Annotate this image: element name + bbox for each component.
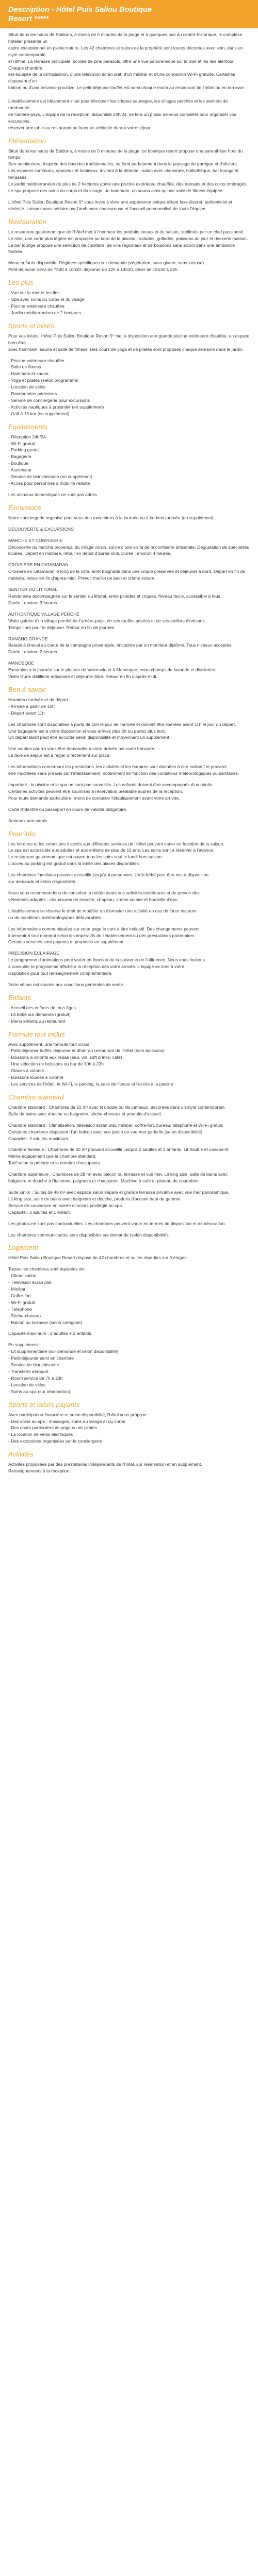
intro-block	[8, 31, 250, 131]
page-header	[0, 0, 258, 28]
text-line: Certaines chambres disposent d'un balcon avec vue jardin ou vue mer partielle (selon disponibilité).	[8, 1129, 204, 1134]
presentation-paragraph	[8, 199, 250, 212]
decouverte-title: DÉCOUVERTE & EXCURSIONS	[8, 526, 74, 532]
text-line: Menu enfants disponible. Régimes spécifiques sur demande (végétarien, sans gluten, sans lactose).	[8, 260, 205, 266]
text-line: baignoire et douche à l'italienne, peignoirs et chaussons. Machine à café et plateau de courtoisie.	[8, 1178, 199, 1184]
logement-paragraph: Capacité maximum : 2 adultes + 2 enfants.	[8, 1331, 93, 1336]
logement-paragraph	[8, 1266, 250, 1326]
text-line: - Location de vélos	[8, 1382, 46, 1387]
text-line: - Wi-Fi gratuit	[8, 1299, 35, 1305]
list-item: - Activités nautiques à proximité (en supplément)	[8, 404, 104, 410]
text-line: Durée : environ 3 heures.	[8, 600, 58, 605]
list-item: - Service de blanchisserie (en supplément)	[8, 474, 92, 480]
text-line: Le restaurant gastronomique de l'hôtel met à l'honneur les produits locaux et de saison, sublimés par un chef passionné.	[8, 229, 245, 234]
formule-paragraph	[8, 1041, 250, 1088]
text-line: L'hôtel Puis Saliou Boutique Resort 5* vous invite à vivre une expérience unique alliant luxe discret, authenticité et	[8, 199, 232, 205]
section-title-services: Sports et loisirs payants	[8, 1400, 80, 1409]
text-line: - Balcon ou terrasse (selon catégorie)	[8, 1319, 83, 1325]
text-line: - Coffre-fort	[8, 1293, 31, 1298]
section-title-bon-a-savoir: Bon à savoir	[8, 685, 46, 693]
activites-paragraph	[8, 1461, 250, 1475]
pour-info-paragraph	[8, 872, 250, 885]
header-title-line-1: Description - Hôtel Puis Saliou Boutique	[8, 6, 152, 14]
text-line: - Arrivée à partir de 15h	[8, 703, 55, 709]
restauration-paragraph	[8, 229, 250, 256]
section-title-logement: Logement	[8, 1244, 38, 1252]
text-line: Avec supplément, une formule tout inclus :	[8, 1041, 92, 1047]
pour-info-paragraph	[8, 950, 250, 977]
text-line: Le bar lounge propose une sélection de cocktails, de vins régionaux et de boissons sans alcool dans une ambiance feutrée.	[8, 242, 235, 255]
text-line: Les chambres familiales peuvent accueillir jusqu'à 4 personnes. Un lit bébé peut être mis à disposition	[8, 872, 209, 878]
section-title-equipements: Équipements	[8, 422, 47, 431]
text-line: à consulter le programme affiché à la réception dès votre arrivée. L'équipe se tient à votre	[8, 964, 185, 970]
text-line: La taxe de séjour est à régler directement sur place.	[8, 753, 111, 758]
services-paragraph	[8, 1412, 250, 1445]
text-line: Petit-déjeuner servi de 7h30 à 10h30, déjeuner de 12h à 14h30, dîner de 19h30 à 22h.	[8, 267, 179, 273]
bon-a-savoir-paragraph: Carte d'identité ou passeport en cours de validité obligatoire.	[8, 806, 127, 812]
intro-line: balcon ou d'une terrasse privative. Le petit-déjeuner buffet est servi chaque matin au restaurant de l'hôtel ou en terrasse.	[8, 85, 245, 91]
intro-line: L'établissement est idéalement situé pour découvrir les criques sauvages, les villages perchés et les sentiers de randonnée	[8, 98, 228, 110]
text-line: Croisière en catamaran le long de la côte, arrêt baignade dans une crique préservée et déjeuner à bord. Départ en fin de	[8, 569, 246, 574]
text-line: avec hammam, sauna et salle de fitness. Des cours de yoga et de pilates sont proposés chaque semaine dans le jardin.	[8, 346, 244, 352]
text-line: Renseignements à la réception.	[8, 1468, 71, 1474]
text-line: Les informations communiquées sur cette page le sont à titre indicatif. Des changements peuvent	[8, 926, 200, 931]
text-line: Important : la piscine et le spa ne sont pas surveillés. Les enfants doivent être accompagnés d'un adulte.	[8, 782, 214, 788]
presentation-paragraph	[8, 148, 250, 194]
chambre-paragraph: Les chambres communicantes sont disponibles sur demande (selon disponibilité).	[8, 1232, 169, 1238]
sports-intro	[8, 333, 250, 353]
text-line: Excursion à la journée sur le plateau de Valensole et à Manosque, entre champs de lavande et distilleries.	[8, 667, 217, 673]
list-item: - Accès pour personnes à mobilité réduite	[8, 481, 90, 486]
text-line: Nous vous recommandons de consulter la météo avant vos activités extérieures et de prévoir des	[8, 890, 200, 895]
text-line: matinée, retour en fin d'après-midi. Prévoir maillot de bain et crème solaire.	[8, 575, 156, 581]
text-line: Le spa propose des soins du corps et du visage, un hammam, un sauna ainsi qu'une salle de fitness équipée.	[8, 188, 224, 194]
text-line: intervenir à tout moment selon les impératifs de l'établissement ou des prestataires partenaires.	[8, 933, 196, 938]
excursion-heading: SENTIER DU LITTORAL	[8, 587, 58, 592]
text-line: Certains services sont payants et proposés en supplément.	[8, 939, 125, 945]
section-title-pour-info: Pour info	[8, 829, 36, 838]
chambre-paragraph	[8, 1104, 250, 1117]
pour-info-paragraph: Votre séjour est soumis aux conditions générales de vente.	[8, 981, 124, 987]
chambre-paragraph: Les photos ne sont pas contractuelles. Les chambres peuvent varier en termes de disposition et de décoration.	[8, 1221, 226, 1226]
enfants-list	[8, 1005, 250, 1025]
bon-a-savoir-paragraph	[8, 721, 250, 741]
text-line: Certaines activités peuvent être soumises à réservation préalable auprès de la réception.	[8, 788, 183, 794]
text-line: Service de couverture en soirée et accès privilégié au spa.	[8, 1202, 123, 1208]
intro-line: de l'arrière-pays. L'équipe de la réception, disponible 24h/24, se fera un plaisir de vous conseiller pour organiser vos excursions,	[8, 111, 236, 124]
text-line: Temps libre pour le déjeuner. Retour en fin de journée.	[8, 624, 116, 630]
text-line: Situé dans les hauts de Baldoria, à moins de 5 minutes de la plage, ce boutique resort propose une parenthèse hors du temps.	[8, 148, 243, 160]
text-line: - Une sélection de boissons au bar de 10h à 23h	[8, 1061, 104, 1067]
text-line: - Boissons locales à volonté	[8, 1075, 63, 1080]
text-line: Pour vos loisirs, l'hôtel Puis Saliou Boutique Resort 5* met à disposition une grande piscine extérieure chauffée, un espace bien-être	[8, 333, 250, 345]
excursion-block	[8, 537, 250, 557]
list-item: - Boutique	[8, 461, 29, 466]
text-line: Chambre familiale : Chambres de 30 m² pouvant accueillir jusqu'à 2 adultes et 2 enfants. Lit double et canapé-lit.	[8, 1147, 230, 1153]
excursion-heading: MANOSQUE	[8, 660, 35, 666]
text-line: L'établissement se réserve le droit de modifier ou d'annuler une activité en cas de force majeure	[8, 908, 197, 913]
excursion-text	[8, 642, 250, 655]
list-item: - Service de conciergerie pour excursions	[8, 397, 90, 403]
text-line: Durée : environ 2 heures.	[8, 649, 58, 655]
text-line: Un départ tardif peut être accordé selon disponibilité et moyennant un supplément.	[8, 735, 171, 740]
section-title-excursions: Excursions	[8, 503, 41, 512]
logement-paragraph: Hôtel Puis Saliou Boutique Resort dispose de 42 chambres et suites réparties sur 3 étages.	[8, 1255, 188, 1261]
text-line: Avec participation financière et selon disponibilité, l'hôtel vous propose :	[8, 1412, 149, 1417]
excursion-block	[8, 636, 250, 656]
text-line: - Les services de l'hôtel, le Wi-Fi, le parking, la salle de fitness et l'accès à la piscine	[8, 1081, 173, 1087]
section-title-sports: Sports et loisirs	[8, 321, 54, 330]
list-item: - Salle de fitness	[8, 364, 41, 370]
text-line: Même équipement que la chambre standard.	[8, 1154, 97, 1159]
text-line: vêtements adaptés : chaussures de marche, chapeau, crème solaire et bouteille d'eau.	[8, 896, 179, 902]
text-line: Toutes les chambres sont équipées de :	[8, 1266, 87, 1272]
text-line: - Téléphone	[8, 1306, 32, 1312]
list-item: - Hammam et sauna	[8, 371, 49, 377]
text-line: sérénité. Laissez-vous séduire par l'ambiance chaleureuse et l'accueil personnalisé de toute l'équipe.	[8, 206, 207, 211]
pour-info-paragraph	[8, 841, 250, 868]
text-line: Une caution pourra vous être demandée à votre arrivée par carte bancaire.	[8, 746, 156, 752]
excursion-heading: MARCHÉ ET CONFISERIE	[8, 537, 63, 543]
main-content	[0, 28, 258, 1489]
text-line: Visite d'une distillerie artisanale et déjeuner libre. Retour en fin d'après-midi.	[8, 674, 157, 680]
section-title-chambre: Chambre standard	[8, 1093, 64, 1101]
text-line: Les chambres sont disponibles à partir de 15h le jour de l'arrivée et doivent être libérées avant 11h le jour du départ.	[8, 721, 236, 727]
text-line: En supplément :	[8, 1342, 41, 1348]
sports-list	[8, 358, 250, 417]
text-line: Le restaurant gastronomique est ouvert tous les soirs sauf le lundi hors saison.	[8, 854, 163, 860]
text-line: - Climatisation	[8, 1273, 37, 1279]
excursion-block	[8, 611, 250, 631]
text-line: Tarif selon la période et le nombre d'occupants.	[8, 1160, 101, 1166]
excursion-block	[8, 562, 250, 582]
text-line: - Transferts aéroport	[8, 1369, 49, 1375]
restauration-paragraph	[8, 260, 250, 273]
les-plus-list	[8, 290, 250, 316]
list-item: - Spa avec soins du corps et du visage	[8, 297, 85, 302]
list-item: - Bagagerie	[8, 454, 31, 460]
text-line: - Glaces à volonté	[8, 1068, 44, 1074]
excursion-text	[8, 568, 250, 582]
pour-info-paragraph	[8, 908, 250, 921]
chambre-paragraph	[8, 1146, 250, 1166]
bon-a-savoir-paragraph: Animaux non admis.	[8, 818, 49, 823]
list-item: - Jardin méditerranéen de 2 hectares	[8, 310, 81, 315]
text-line: Activités proposées par des prestataires indépendants de l'hôtel, sur réservation et en supplément.	[8, 1462, 202, 1467]
chambre-paragraph	[8, 1171, 250, 1184]
text-line: Chambre supérieure : Chambres de 28 m² avec balcon ou terrasse et vue mer. Lit king size, salle de bains avec	[8, 1172, 228, 1177]
list-item: - Golf à 15 km (en supplément)	[8, 411, 70, 416]
text-line: Chambre standard : Chambres de 22 m² avec lit double ou lits jumeaux, décorées dans un style contemporain.	[8, 1104, 226, 1110]
text-line: - Des cours particuliers de yoga ou de pilates	[8, 1425, 97, 1431]
text-line: - Petit-déjeuner buffet, déjeuner et dîner au restaurant de l'hôtel (hors boissons)	[8, 1048, 165, 1054]
text-line: Visite guidée d'un village perché de l'arrière-pays, de ses ruelles pavées et de ses ateliers d'artisans.	[8, 618, 206, 623]
pour-info-paragraph	[8, 926, 250, 946]
excursion-heading: CROISIÈRE EN CATAMARAN	[8, 562, 69, 568]
list-item: - Accueil des enfants de tous âges	[8, 1005, 76, 1010]
section-title-enfants: Enfants	[8, 993, 31, 1002]
excursions-text: Notre conciergerie organise pour vous des excursions à la journée ou à la demi-journée (en supplément).	[8, 515, 215, 520]
text-line: être modifiées sans préavis par l'établissement, notamment en fonction des conditions météorologiques ou sanitaires.	[8, 771, 239, 776]
excursion-heading: RANCHO GRANDE	[8, 636, 48, 641]
excursion-heading: AUTHENTIQUE VILLAGE PERCHÉ	[8, 611, 80, 617]
text-line: - Lit supplémentaire (sur demande et selon disponibilité)	[8, 1349, 119, 1354]
section-title-formule: Formule tout inclus	[8, 1030, 65, 1038]
text-line: Les informations concernant les prestations, les activités et les horaires sont données à titre indicatif et peuvent	[8, 764, 227, 770]
text-line: PRÉCISION ÉCLAIRAGE :	[8, 951, 62, 956]
list-item: - Parking gratuit	[8, 447, 40, 453]
section-title-presentation: Présentation	[8, 137, 46, 145]
list-item: - Vue sur la mer et les îles	[8, 290, 60, 296]
list-item: - Ascenseur	[8, 467, 32, 473]
text-line: Le jardin méditerranéen de plus de 2 hectares abrite une piscine extérieure chauffée, des transats et des coins ombragés.	[8, 181, 248, 187]
text-line: Le spa est accessible aux adultes et aux enfants de plus de 16 ans. Les soins sont à réserver à l'avance.	[8, 848, 215, 853]
text-line: Salle de bains avec douche ou baignoire, sèche-cheveux et produits d'accueil.	[8, 1111, 162, 1116]
text-line: Pour toute demande particulière, merci de contacter l'établissement avant votre arrivée.	[8, 795, 180, 801]
section-title-restauration: Restauration	[8, 217, 46, 226]
text-line: - Room service de 7h à 23h	[8, 1375, 63, 1381]
text-line: Une bagagerie est à votre disposition si vous arrivez plus tôt ou partez plus tard.	[8, 728, 166, 734]
list-item: - Wi-Fi gratuit	[8, 440, 35, 446]
bon-a-savoir-paragraph	[8, 697, 250, 717]
text-line: Capacité : 2 adultes maximum.	[8, 1136, 69, 1141]
intro-line: Situé dans les hauts de Baldoria, à moins de 5 minutes de la plage et à quelques pas du centre-historique, le complexe hôtelier présente un	[8, 32, 243, 44]
text-line: locales. Départ en matinée, retour en début d'après-midi. Durée : environ 4 heures.	[8, 551, 171, 556]
text-line: Découverte du marché provençal du village voisin, suivie d'une visite de la confiserie artisanale. Dégustation de spécialités	[8, 544, 249, 550]
list-item: - Yoga et pilates (selon programme)	[8, 378, 79, 383]
text-line: - Minibar	[8, 1286, 26, 1292]
text-line: Les horaires et les conditions d'accès aux différents services de l'hôtel peuvent varier en fonction de la saison.	[8, 841, 224, 846]
text-line: sur demande et selon disponibilité.	[8, 879, 77, 885]
list-item: - Randonnées pédestres	[8, 391, 57, 397]
header-title-line-2: Resort *****	[8, 15, 49, 23]
excursion-block	[8, 586, 250, 606]
text-line: ou de conditions météorologiques défavorables.	[8, 914, 103, 920]
section-title-activites: Activités	[8, 1450, 34, 1459]
excursion-text	[8, 667, 250, 680]
intro-line: réserver une table au restaurant ou louer un véhicule durant votre séjour.	[8, 125, 152, 130]
pour-info-paragraph	[8, 890, 250, 903]
text-line: - Service de blanchisserie	[8, 1362, 59, 1368]
equipements-note: Les animaux domestiques ne sont pas admis.	[8, 492, 99, 497]
intro-line: est équipée de la climatisation, d'une télévision écran plat, d'un minibar et d'une connexion Wi-Fi gratuite. Certaines disposent d'un	[8, 72, 235, 84]
text-line: Capacité : 2 adultes et 1 enfant.	[8, 1209, 71, 1215]
logement-paragraph	[8, 1342, 250, 1395]
chambre-paragraph	[8, 1122, 250, 1142]
excursion-text	[8, 618, 250, 631]
intro-line	[8, 91, 250, 98]
text-line: - Petit-déjeuner servi en chambre	[8, 1355, 74, 1361]
intro-line: cadre exceptionnel en pleine nature. Les 42 chambres et suites de la propriété sont toutes décorées avec soin, dans un style contemporain	[8, 45, 243, 57]
list-item: - Menu enfants au restaurant	[8, 1018, 66, 1024]
excursion-block	[8, 660, 250, 680]
text-line: Suite junior : Suites de 40 m² avec espace salon séparé et grande terrasse privative avec vue mer panoramique.	[8, 1189, 230, 1195]
text-line: - La location de vélos électriques	[8, 1432, 73, 1437]
text-line: Lit king size, salle de bains avec baignoire et douche, produits d'accueil haut de gamme.	[8, 1196, 182, 1201]
bon-a-savoir-paragraph	[8, 745, 250, 759]
text-line: Le programme d'animations peut varier en fonction de la saison et de l'affluence. Nous vous invitons	[8, 957, 205, 963]
chambre-paragraph	[8, 1189, 250, 1216]
text-line: - Soins au spa (sur réservation)	[8, 1388, 70, 1394]
bon-a-savoir-paragraph	[8, 782, 250, 802]
text-line: Chambre standard : Climatisation, télévision écran plat, minibar, coffre-fort, bureau, téléphone et Wi-Fi gratuit.	[8, 1122, 223, 1128]
text-line: - Boissons à volonté aux repas (eau, vin, soft drinks, café)	[8, 1055, 122, 1060]
text-line: Randonnée accompagnée sur le sentier du littoral, entre pinèdes et criques. Niveau facile, accessible à tous.	[8, 593, 222, 599]
list-item: - Lit bébé sur demande (gratuit)	[8, 1011, 71, 1017]
intro-line: et raffiné. La terrasse principale, bordée de pins parasols, offre une vue panoramique sur la mer et les îles alentour. Chaque chambre	[8, 58, 235, 71]
text-line: L'accès au parking est gratuit dans la limite des places disponibles.	[8, 861, 140, 867]
text-line: - Sèche-cheveux	[8, 1313, 42, 1318]
equipements-list	[8, 434, 250, 487]
list-item: - Piscine extérieure chauffée	[8, 358, 64, 363]
list-item: - Piscine extérieure chauffée	[8, 303, 64, 309]
text-line: Le midi, une carte plus légère est proposée au bord de la piscine : salades, grillades, poissons du jour et desserts maison.	[8, 235, 248, 241]
text-line: - Télévision écran plat	[8, 1280, 52, 1285]
excursion-text	[8, 593, 250, 606]
bon-a-savoir-paragraph	[8, 764, 250, 777]
section-title-les-plus: Les plus	[8, 279, 34, 287]
text-line: disposition pour tout renseignement complémentaire.	[8, 971, 113, 976]
excursion-text	[8, 544, 250, 557]
text-line: Les espaces communs, spacieux et lumineux, invitent à la détente : salon avec cheminée, bibliothèque, bar lounge et terrasses.	[8, 168, 239, 180]
text-line: Balade à cheval au coeur de la campagne provençale, encadrée par un moniteur diplômé. Tous niveaux acceptés.	[8, 642, 233, 648]
text-line: - Des excursions organisées par la conciergerie	[8, 1438, 102, 1444]
list-item: - Réception 24h/24	[8, 434, 46, 439]
text-line: - Départ avant 11h	[8, 710, 45, 716]
text-line: - Des soins au spa : massages, soins du visage et du corps	[8, 1418, 125, 1424]
list-item: - Location de vélos	[8, 384, 46, 390]
text-line: Son architecture, inspirée des bastides traditionnelles, se fond parfaitement dans le paysage de garrigue et d'oliviers.	[8, 161, 238, 167]
text-line: Horaires d'arrivée et de départ :	[8, 697, 71, 702]
